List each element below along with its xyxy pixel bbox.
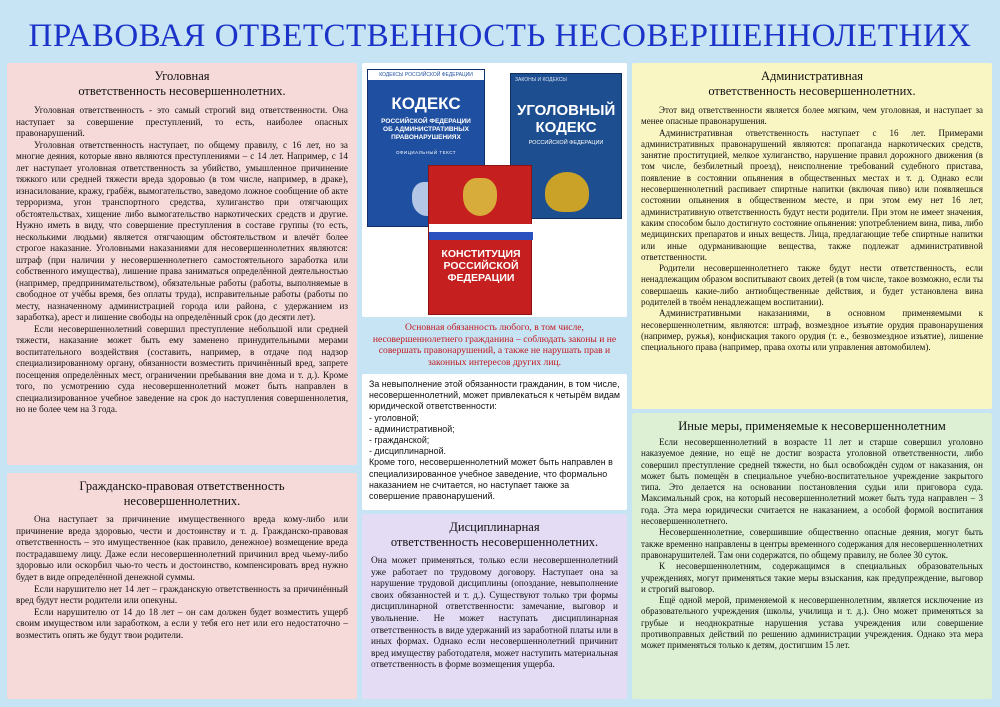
list-item: - гражданской;: [369, 435, 430, 446]
constitution-book-image: [428, 165, 532, 315]
main-duty-text: Основная обязанность любого, в том числе, несовершеннолетнего гражданина – соблюдать законы и не совершать правонарушений, а также не нарушать прав и законных интересов других лиц.: [372, 322, 617, 369]
other-measures-text: [641, 437, 983, 652]
responsibility-outro: Кроме того, несовершеннолетний может быть направлен в специализированное учебное заведение, что формально наказанием не считается, но наступает также за совершение правонарушений.: [369, 457, 613, 502]
other-measures-panel: [632, 413, 992, 699]
administrative-heading: [641, 69, 983, 99]
criminal-heading: [16, 69, 348, 99]
book1-subtitle: РОССИЙСКОЙ ФЕДЕРАЦИИ ОБ АДМИНИСТРАТИВНЫХ ПРАВОНАРУШЕНИЯХ: [381, 118, 471, 141]
criminal-heading-line-1: Уголовная: [154, 69, 210, 83]
civil-panel: [7, 473, 357, 699]
criminal-paragraph: Уголовная ответственность наступает, по общему правилу, с 16 лет, но за многие деяния, которые явно являются преступлениями – с 14 лет. Например, с 14 лет наступает уголовная ответственность за убийство, умышленное причинение тяжкого или средней тяжести вреда здоровью (в том числе, например, в драке), изнасилование, кражу, грабёж, вымогательство, заведомо ложное сообщение об акте терроризма, угон транспортного средства, хулиганство при отягчающих обстоятельствах, хищение либо вымогательство наркотических средств и другие. Нужно иметь в виду, что совершение преступления в составе группы (то есть, несколькими людьми) является отягчающим обстоятельством и влечёт более строгое наказание. Уголовными наказаниями для несовершеннолетних являются: штраф (при наличии у несовершеннолетнего самостоятельного заработка или собственного имущества), лишение права заниматься определённой деятельностью (например, предпринимательством), обязательные работы (работы, выполняемые в свободное от учёбы время, без оплаты труда), исправительные работы (работы по месту, назначенному администрацией города или района, с удержанием из заработка), арест и лишение свободы на определённый срок (до десяти лет).: [16, 139, 348, 322]
criminal-heading-line-2: ответственность несовершеннолетних.: [78, 84, 286, 98]
administrative-paragraph: Административная ответственность наступает с 16 лет. Примерами административных правонарушений являются: пропаганда наркотических средств, занятие проституцией, мелкое хулиганство, нарушение правил дорожного движения (в том числе, безбилетный проезд), неисполнение требований судебного пристава, появление в состоянии опьянения в общественных местах и т. д. Однако если несовершеннолетний распивает спиртные напитки (включая пиво) или появляешься состоянии опьянения в общественном месте, и при этом ему нет 16 лет, административную ответственность будут нести родители. При этом не имеет значения, каким способом было достигнуто состояние опьянения: употреблением вина, пива, либо медицинских препаратов и иных веществ. Лица, предлагающие тебе спиртные напитки или иные одурманивающие вещества, также подлежат административной ответственности.: [641, 127, 983, 262]
list-item: - уголовной;: [369, 412, 419, 423]
civil-text: [16, 515, 348, 643]
other-measures-paragraph: К несовершеннолетним, содержащимся в специальных образовательных учреждениях, могут применяться такие меры взыскания, как предупреждение, выговор и строгий выговор.: [641, 561, 983, 594]
administrative-paragraph: Родители несовершеннолетнего также будут нести ответственность, если ненадлежащим образом воспитывают своих детей (в том числе, такое возможно, если ты совершаешь какие-либо антиобщественные действия, и будет установлена вина родителей в твоём ненадлежащем воспитании).: [641, 263, 983, 308]
book1-title: КОДЕКС: [391, 94, 461, 113]
flag-stripe: [429, 224, 533, 232]
administrative-heading-line-2: ответственность несовершеннолетних.: [708, 84, 916, 98]
book2-subtitle: РОССИЙСКОЙ ФЕДЕРАЦИИ: [528, 140, 604, 146]
responsibility-types-list: [369, 413, 620, 458]
coat-of-arms-icon: [463, 178, 497, 216]
list-item: - дисциплинарной.: [369, 446, 447, 457]
administrative-paragraph: Административными наказаниями, в основном применяемыми к несовершеннолетним, являются: штраф, возмездное изъятие орудия правонарушения (например, ружья), конфискация такого орудия (т. е., безвозмездное изъятие), лишение специального права (например, права охоты или управления автомобилем).: [641, 308, 983, 353]
responsibility-types-panel: [362, 374, 627, 510]
codes-image-panel: [362, 63, 627, 317]
disciplinary-panel: [362, 514, 627, 699]
administrative-heading-line-1: Административная: [760, 69, 864, 83]
disciplinary-heading: [371, 520, 618, 550]
double-headed-eagle-icon: [545, 172, 589, 212]
civil-heading: [16, 479, 348, 509]
page-title: ПРАВОВАЯ ОТВЕТСТВЕННОСТЬ НЕСОВЕРШЕННОЛЕТНИХ: [28, 18, 972, 54]
book3-title: КОНСТИТУЦИЯ РОССИЙСКОЙ ФЕДЕРАЦИИ: [441, 248, 521, 284]
book1-note: ОФИЦИАЛЬНЫЙ ТЕКСТ: [395, 150, 457, 155]
civil-heading-line-2: несовершеннолетних.: [123, 494, 241, 508]
book2-series-label: ЗАКОНЫ И КОДЕКСЫ: [515, 77, 567, 83]
criminal-text: [16, 105, 348, 416]
disciplinary-heading-line-1: Дисциплинарная: [449, 520, 540, 534]
disciplinary-text: [371, 556, 618, 672]
other-measures-paragraph: Несовершеннолетние, совершившие общественно опасные деяния, могут быть также временно направлены в центры временного содержания для несовершеннолетних правонарушителей. Там они содержатся, по общему правилу, не более 30 суток.: [641, 527, 983, 560]
other-measures-heading: Иные меры, применяемые к несовершеннолетним: [678, 419, 946, 433]
administrative-panel: [632, 63, 992, 409]
responsibility-intro: За невыполнение этой обязанности гражданин, в том числе, несовершеннолетний, может привлекаться к четырём видам юридической ответственности:: [369, 379, 620, 412]
disciplinary-heading-line-2: ответственность несовершеннолетних.: [390, 535, 599, 549]
criminal-paragraph: Если несовершеннолетний совершил преступление небольшой или средней тяжести, наказание может быть ему заменено принудительными мерами воспитательного воздействия (составить, например, в отдаче под надзор специализированному органу, обязанности возместить причинённый вред, запрете посещения определённых мест, ограничении пребывания вне дома и т. д.). Кроме того, по усмотрению суда несовершеннолетний может быть направлен в специализированное учебное заведение на срок до наступления совершеннолетия, но не более чем на 3 года.: [16, 323, 348, 414]
civil-paragraph: Если нарушителю нет 14 лет – гражданскую ответственность за причинённый вред будут нести родители или опекуны.: [16, 584, 348, 607]
disciplinary-paragraph: Она может применяться, только если несовершеннолетний уже работает по трудовому договору. Наступает она за нарушение трудовой дисциплины (опоздание, невыполнение своих обязанностей и т. д.). Существуют только три формы дисциплинарной ответственности: замечание, выговор и увольнение. Не может наступать дисциплинарная ответственность в виде удержаний из заработной платы или в иных формах. Однако если несовершеннолетний причинит вред имуществу работодателя, может наступить материальная ответственность в форме возмещения ущерба.: [371, 556, 618, 671]
civil-paragraph: Если нарушителю от 14 до 18 лет – он сам должен будет возместить ущерб своим имуществом или заработком, а если у тебя его нет или его недостаточно – возместить опять же будут твои родители.: [16, 607, 348, 641]
administrative-text: [641, 105, 983, 354]
other-measures-paragraph: Ещё одной мерой, применяемой к несовершеннолетним, является исключение из образовательного учреждения (школы, училища и т. д.). Оно может применяться за грубые и неоднократные нарушения устава учреждения или совершение противоправных действий по решению администрации учреждения. Однако эта мера может применяться только к детям, достигшим 15 лет.: [641, 595, 983, 651]
book2-title: УГОЛОВНЫЙ КОДЕКС: [517, 102, 616, 136]
civil-heading-line-1: Гражданско-правовая ответственность: [79, 479, 285, 493]
flag-stripe: [429, 232, 533, 240]
book1-series-label: КОДЕКСЫ РОССИЙСКОЙ ФЕДЕРАЦИИ: [368, 70, 484, 80]
criminal-panel: [7, 63, 357, 465]
civil-paragraph: Она наступает за причинение имущественного вреда кому-либо или причинение вреда здоровью, чести и достоинству и т. д. Гражданско-правовая ответственность – это имущественное (как правило, денежное) возмещение вреда пострадавшему лицу. Даже если несовершеннолетний причинил вред чьему-либо здоровью или оскорбил чью-то честь и достоинство, компенсировать вред нужно будет в виде определённой денежной суммы.: [16, 515, 348, 583]
criminal-paragraph: Уголовная ответственность - это самый строгий вид ответственности. Она наступает за совершение преступлений, то есть, наиболее опасных правонарушений.: [16, 105, 348, 138]
other-measures-paragraph: Если несовершеннолетний в возрасте 11 лет и старше совершил уголовно наказуемое деяние, но ещё не достиг возраста уголовной ответственности, либо совершил преступление средней тяжести, но был освобождён судом от наказания, он может быть помещён в специальное учебно-воспитательное учреждение закрытого типа. Это делается на основании постановления судьи или приговора суда. Максимальный срок, на который несовершеннолетний может быть туда направлен – 3 года. Эта мера юридически считается не наказанием, а особой формой воспитания несовершеннолетнего.: [641, 437, 983, 527]
list-item: - административной;: [369, 423, 455, 434]
administrative-paragraph: Этот вид ответственности является более мягким, чем уголовная, и наступает за менее опасные правонарушения.: [641, 105, 983, 127]
